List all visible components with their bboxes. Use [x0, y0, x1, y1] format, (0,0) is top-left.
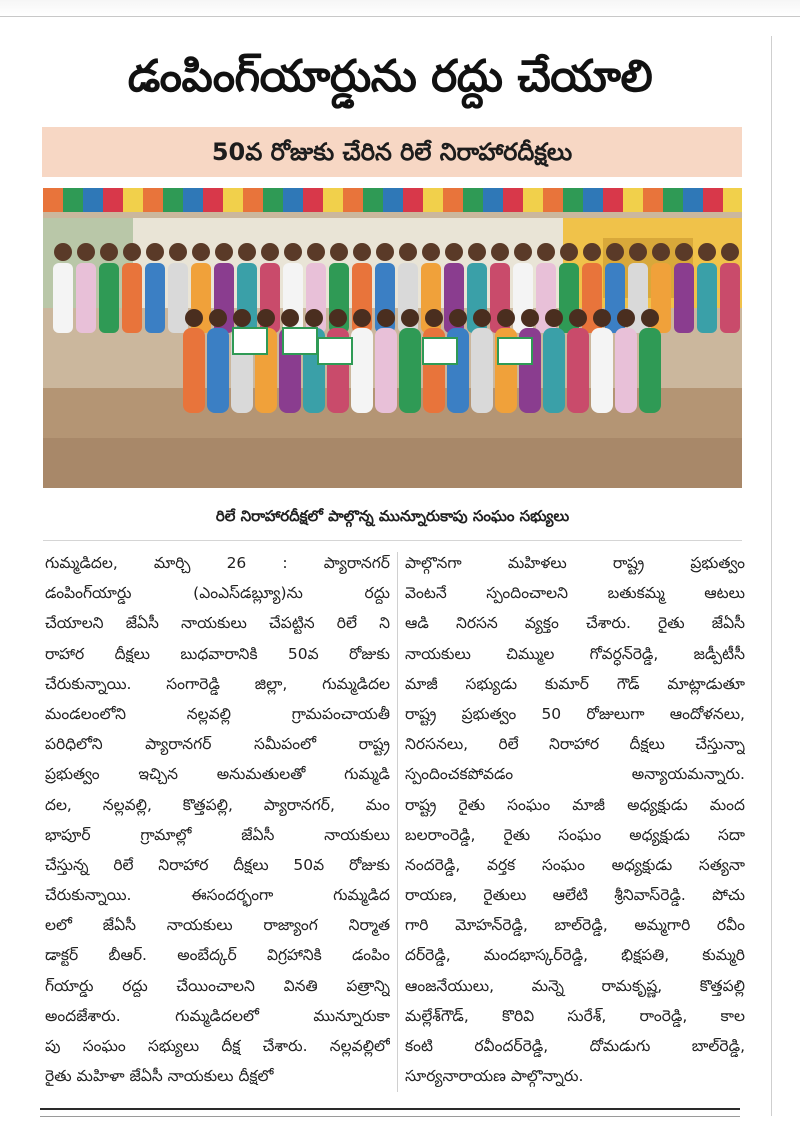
article-text-line: దర్‌రెడ్డి, మందభాస్కర్‌రెడ్డి, భిక్షపతి, కుమ్మరి: [405, 946, 745, 965]
article-text-line: మండలంలోని నల్లవల్లి గ్రామపంచాయతీ: [45, 704, 390, 723]
photo-caption: రిలే నిరాహారదీక్షలో పాల్గొన్న మున్నూరుకాపు సంఘం సభ్యులు: [215, 507, 570, 525]
right-margin-rule: [771, 36, 772, 1116]
article-text-line: రాయణ, రైతులు ఆలేటి శ్రీనివాస్‌రెడ్డి. పోచు: [405, 886, 745, 905]
article-text-line: అందజేశారు. గుమ్మడిదలలో మున్నూరుకా: [45, 1006, 390, 1025]
page-top-edge: [0, 0, 800, 17]
bottom-rule-thin: [40, 1116, 740, 1117]
article-text-line: గ్‌యార్డు రద్దు చేయించాలని వినతి పత్రాన్ని: [45, 976, 390, 995]
article-text-line: కంటి రవీందర్‌రెడ్డి, దోమడుగు బాల్‌రెడ్డి,: [405, 1037, 745, 1055]
article-text-line: పు సంఘం సభ్యులు దీక్ష చేశారు. నల్లవల్లిలో: [45, 1037, 390, 1055]
article-text-line: డాక్టర్ బీఆర్. అంబేద్కర్ విగ్రహానికి డంపిం: [45, 946, 390, 965]
column-divider: [397, 552, 398, 1092]
article-text-line: ఆడి నిరసన వ్యక్తం చేశారు. రైతు జేఏసీ: [405, 614, 745, 633]
article-text-line: చేరుకున్నాయి. ఈసందర్భంగా గుమ్మడిద: [45, 886, 390, 905]
article-text-line: నందరెడ్డి, వర్తక సంఘం అధ్యక్షుడు సత్యనా: [405, 855, 745, 874]
article-headline: డంపింగ్‌యార్డును రద్దు చేయాలి: [127, 51, 653, 102]
article-text-line: మల్లేశ్‌గౌడ్, కొరివి సురేశ్, రాంరెడ్డి, కాల: [405, 1006, 745, 1025]
article-text-line: రాష్ట్ర రైతు సంఘం మాజీ అధ్యక్షుడు మంద: [405, 795, 745, 814]
caption-divider: [43, 540, 742, 541]
article-text-line: స్పందించకపోవడం అన్యాయమన్నారు.: [405, 765, 745, 784]
article-text-line: రైతు మహిళా జేఏసీ నాయకులు దీక్షలో: [45, 1067, 274, 1086]
article-text-line: పాల్గొనగా మహిళలు రాష్ట్ర ప్రభుత్వం: [405, 554, 745, 572]
article-text-line: ఆంజనేయులు, మన్నె రామకృష్ణ, కొత్తపల్లి: [405, 976, 745, 995]
article-text-line: చేయాలని జేఏసీ నాయకులు చేపట్టిన రిలే ని: [45, 614, 390, 633]
article-text-line: భాపూర్ గ్రామాల్లో జేఏసీ నాయకులు: [45, 825, 390, 844]
article-text-line: మాజీ సభ్యుడు కుమార్ గౌడ్ మాట్లాడుతూ: [405, 674, 745, 693]
article-text-line: రాహార దీక్షలు బుధవారానికి 50వ రోజుకు: [45, 644, 390, 663]
article-text-line: నాయకులు చిమ్ముల గోవర్ధన్‌రెడ్డి, జడ్పీటీసీ: [405, 644, 745, 663]
article-text-line: చేస్తున్న రిలే నిరాహార దీక్షలు 50వ రోజుకు: [45, 855, 390, 874]
group-photo-image: [43, 188, 742, 488]
article-text-line: లలో జేఏసీ నాయకులు రాజ్యాంగ నిర్మాత: [45, 916, 390, 935]
article-text-line: దల, నల్లవల్లి, కొత్తపల్లి, ప్యారానగర్, మం: [45, 795, 390, 814]
article-text-line: గుమ్మడిదల, మార్చి 26 : ప్యారానగర్: [45, 554, 390, 572]
article-text-line: గారి మోహన్‌రెడ్డి, బాల్‌రెడ్డి, అమ్మగారి రవీం: [405, 916, 745, 935]
article-text-line: రాష్ట్ర ప్రభుత్వం 50 రోజులుగా ఆందోళనలు,: [405, 704, 745, 723]
article-text-line: బలరాంరెడ్డి, రైతు సంఘం అధ్యక్షుడు సదా: [405, 825, 745, 844]
bottom-rule: [40, 1108, 740, 1110]
subheadline-band: [42, 127, 742, 177]
article-subheadline: 50వ రోజుకు చేరిన రిలే నిరాహారదీక్షలు: [211, 138, 573, 166]
article-text-line: సూర్యనారాయణ పాల్గొన్నారు.: [405, 1067, 584, 1086]
article-text-line: ప్రభుత్వం ఇచ్చిన అనుమతులతో గుమ్మడి: [45, 765, 390, 784]
article-column-left: [45, 548, 390, 1098]
article-text-line: వెంటనే స్పందించాలని బతుకమ్మ ఆటలు: [405, 584, 745, 603]
article-column-right: [405, 548, 745, 1098]
article-text-line: డంపింగ్‌యార్డు (ఎంఎస్‌డబ్ల్యూ)ను రద్దు: [45, 584, 390, 603]
article-text-line: చేరుకున్నాయి. సంగారెడ్డి జిల్లా, గుమ్మడిదల: [45, 674, 390, 693]
article-text-line: నిరసనలు, రిలే నిరాహార దీక్షలు చేస్తున్నా: [405, 735, 745, 754]
article-text-line: పరిధిలోని ప్యారానగర్ సమీపంలో రాష్ట్ర: [45, 735, 390, 754]
